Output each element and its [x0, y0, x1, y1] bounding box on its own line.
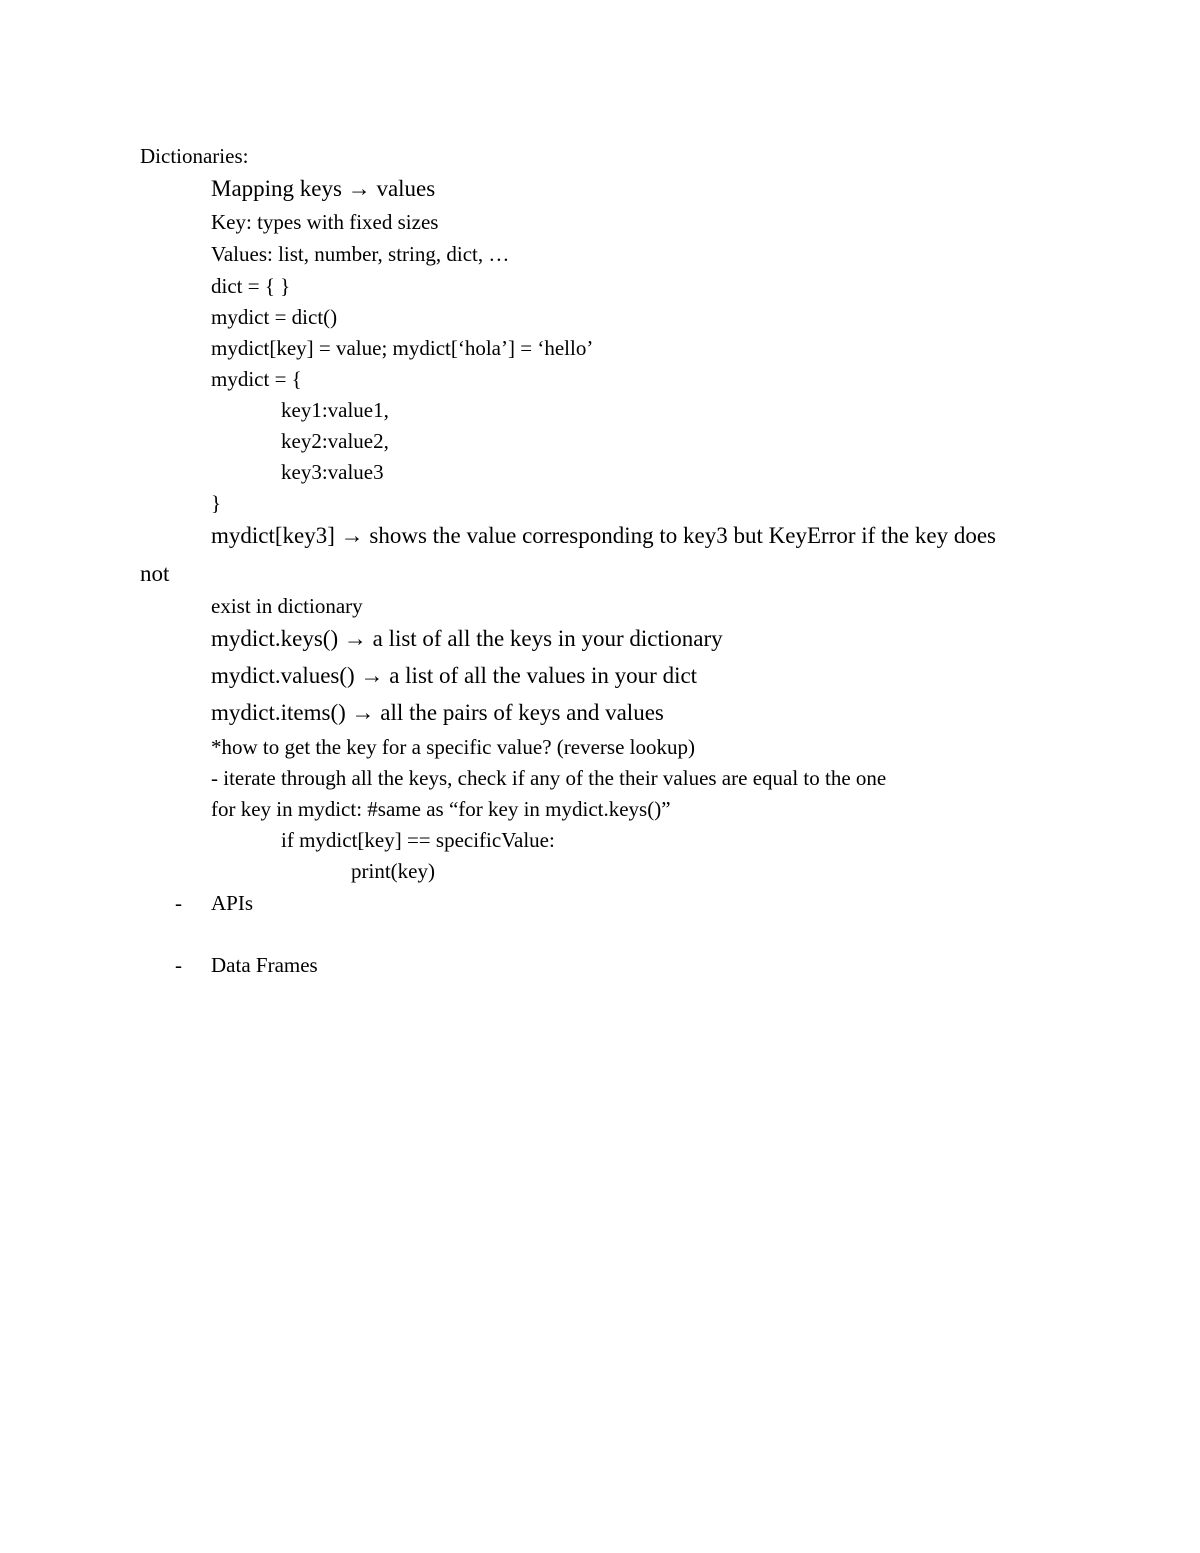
bullet-marker: - [175, 891, 182, 915]
note-line: mydict = dict() [211, 305, 338, 329]
note-line: key1:value1, [281, 398, 389, 422]
note-line: for key in mydict: #same as “for key in mydict.keys()” [211, 797, 671, 821]
bullet-item: Data Frames [211, 953, 318, 977]
bullet-item: APIs [211, 891, 254, 915]
note-line: print(key) [351, 859, 435, 883]
note-line: Mapping keys → values [211, 176, 436, 201]
note-line: mydict.items() → all the pairs of keys and values [211, 700, 664, 725]
note-line: exist in dictionary [211, 594, 363, 618]
note-line: mydict[key] = value; mydict[‘hola’] = ‘hello’ [211, 336, 594, 360]
note-line: not [140, 561, 170, 586]
note-line: mydict[key3] → shows the value corresponding to key3 but KeyError if the key does [211, 523, 996, 548]
note-line: dict = { } [211, 274, 291, 298]
note-line: if mydict[key] == specificValue: [281, 828, 555, 852]
note-line: mydict.values() → a list of all the values in your dict [211, 663, 698, 688]
note-line: *how to get the key for a specific value? (reverse lookup) [211, 735, 695, 759]
note-line: Key: types with fixed sizes [211, 210, 439, 234]
bullet-marker: - [175, 953, 182, 977]
note-line: - iterate through all the keys, check if any of the their values are equal to the one [211, 766, 887, 790]
section-heading: Dictionaries: [140, 144, 249, 168]
note-line: mydict = { [211, 367, 302, 391]
note-line: key2:value2, [281, 429, 389, 453]
note-line: } [211, 491, 222, 515]
note-line: Values: list, number, string, dict, … [211, 242, 510, 266]
note-line: mydict.keys() → a list of all the keys in your dictionary [211, 626, 723, 651]
note-line: key3:value3 [281, 460, 384, 484]
